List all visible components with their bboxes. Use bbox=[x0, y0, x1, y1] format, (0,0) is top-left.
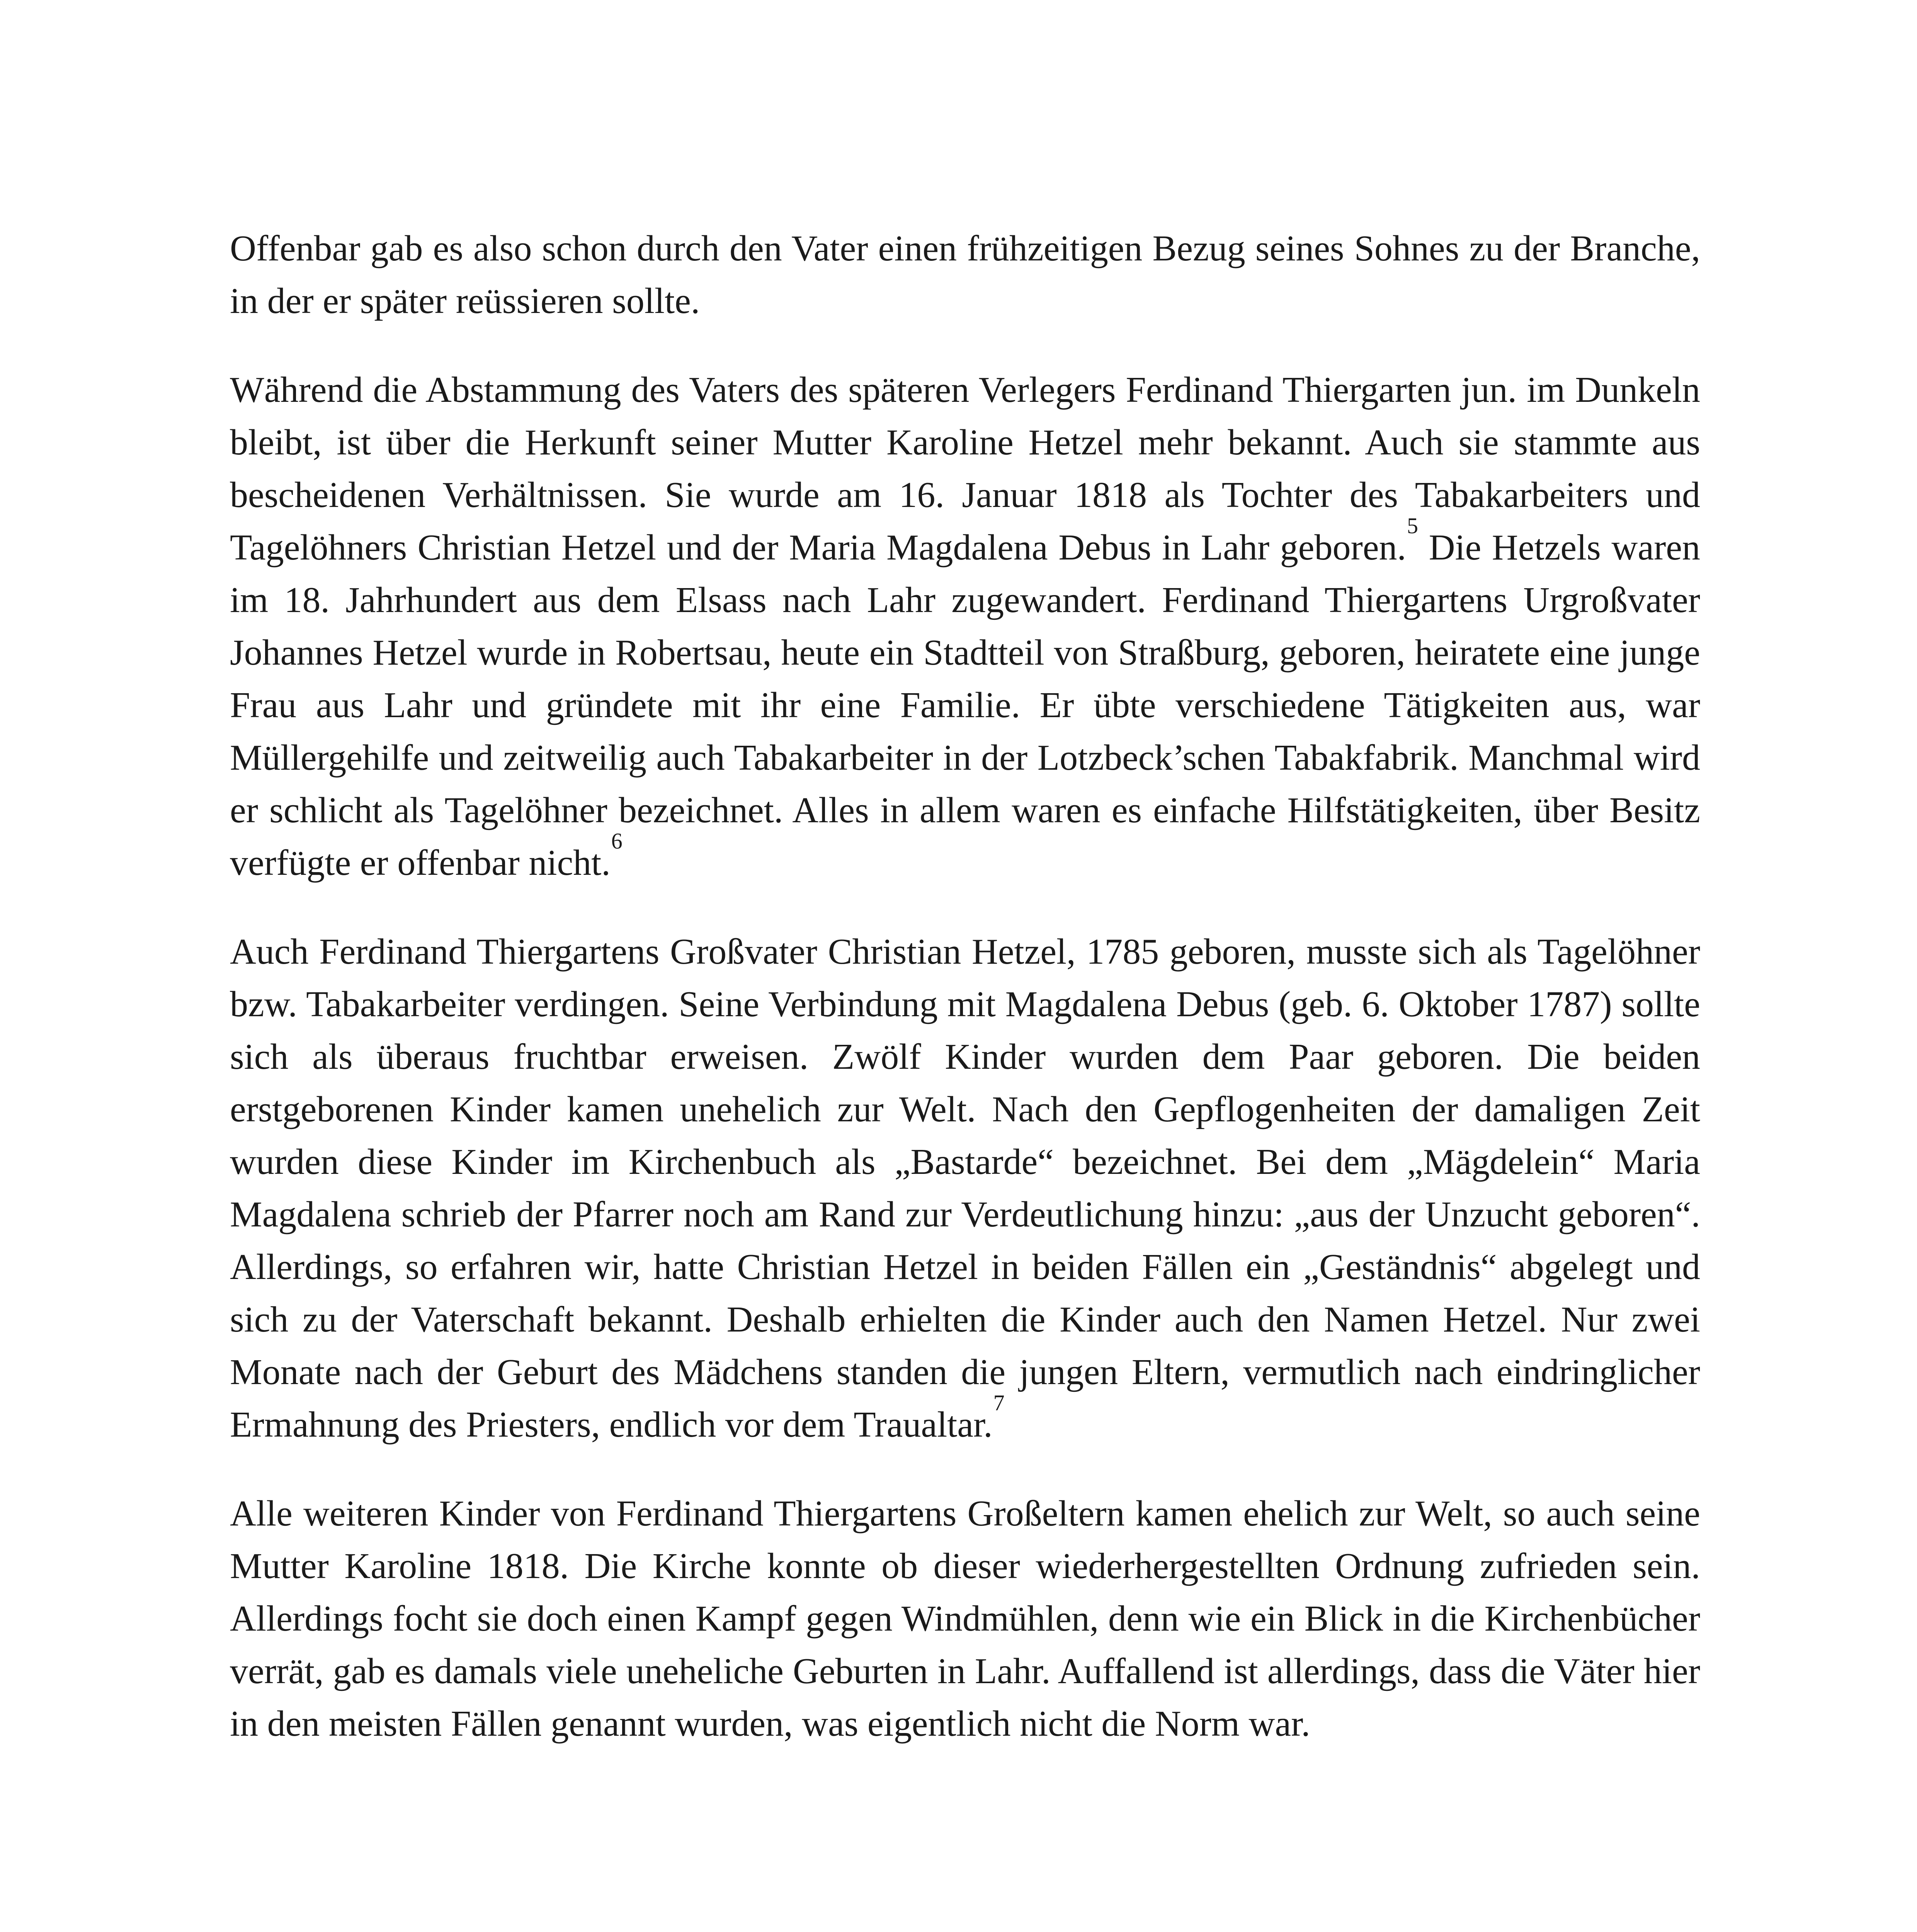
paragraph-2 bbox=[230, 364, 1700, 889]
paragraph-1-text: Offenbar gab es also schon durch den Vater einen frühzeitigen Bezug seines Sohnes zu der Branche, in der er später reüssieren sollte. bbox=[230, 228, 1700, 321]
paragraph-3-text: Auch Ferdinand Thiergartens Großvater Christian Hetzel, 1785 geboren, musste sich als Tagelöhner bzw. Tabakarbeiter verdingen. Seine Verbindung mit Magdalena Debus (geb. 6. Oktober 1787) sollte sich als überaus fruchtbar erweisen. Zwölf Kinder wurden dem Paar geboren. Die beiden erstgeborenen Kinder kamen unehelich zur Welt. Nach den Gepflogenheiten der damaligen Zeit wurden diese Kinder im Kirchenbuch als „Bastarde“ bezeichnet. Bei dem „Mägdelein“ Maria Magdalena schrieb der Pfarrer noch am Rand zur Verdeutlichung hinzu: „aus der Unzucht geboren“. Allerdings, so erfahren wir, hatte Christian Hetzel in beiden Fällen ein „Geständnis“ abgelegt und sich zu der Vaterschaft bekannt. Deshalb erhielten die Kinder auch den Namen Hetzel. Nur zwei Monate nach der Geburt des Mädchens standen die jungen Eltern, vermutlich nach eindringlicher Ermahnung des Priesters, endlich vor dem Traualtar. bbox=[230, 932, 1700, 1445]
footnote-reference-5[interactable]: 5 bbox=[1407, 513, 1418, 538]
paragraph-3 bbox=[230, 925, 1700, 1451]
paragraph-4 bbox=[230, 1487, 1700, 1750]
footnote-reference-7[interactable]: 7 bbox=[993, 1390, 1005, 1415]
footnote-reference-6[interactable]: 6 bbox=[611, 828, 623, 854]
paragraph-1 bbox=[230, 222, 1700, 327]
paragraph-4-text: Alle weiteren Kinder von Ferdinand Thiergartens Großeltern kamen ehelich zur Welt, so auch seine Mutter Karoline 1818. Die Kirche konnte ob dieser wiederhergestellten Ordnung zufrieden sein. Allerdings focht sie doch einen Kampf gegen Windmühlen, denn wie ein Blick in die Kirchenbücher verrät, gab es damals viele uneheliche Geburten in Lahr. Auffallend ist allerdings, dass die Väter hier in den meisten Fällen genannt wurden, was eigentlich nicht die Norm war. bbox=[230, 1493, 1700, 1744]
paragraph-2-text-continued: Die Hetzels waren im 18. Jahrhundert aus dem Elsass nach Lahr zugewandert. Ferdinand Thiergartens Urgroßvater Johannes Hetzel wurde in Robertsau, heute ein Stadtteil von Straßburg, geboren, heiratete eine junge Frau aus Lahr und gründete mit ihr eine Familie. Er übte verschiedene Tätigkeiten aus, war Müllergehilfe und zeitweilig auch Tabakarbeiter in der Lotzbeck’schen Tabakfabrik. Manchmal wird er schlicht als Tagelöhner bezeichnet. Alles in allem waren es einfache Hilfstätigkeiten, über Besitz verfügte er offenbar nicht. bbox=[230, 527, 1700, 883]
paragraph-2-text: Während die Abstammung des Vaters des späteren Verlegers Ferdinand Thiergarten jun. im Dunkeln bleibt, ist über die Herkunft seiner Mutter Karoline Hetzel mehr bekannt. Auch sie stammte aus bescheidenen Verhältnissen. Sie wurde am 16. Januar 1818 als Tochter des Tabakarbeiters und Tagelöhners Christian Hetzel und der Maria Magdalena Debus in Lahr geboren. bbox=[230, 370, 1700, 568]
body-text bbox=[230, 222, 1700, 1786]
